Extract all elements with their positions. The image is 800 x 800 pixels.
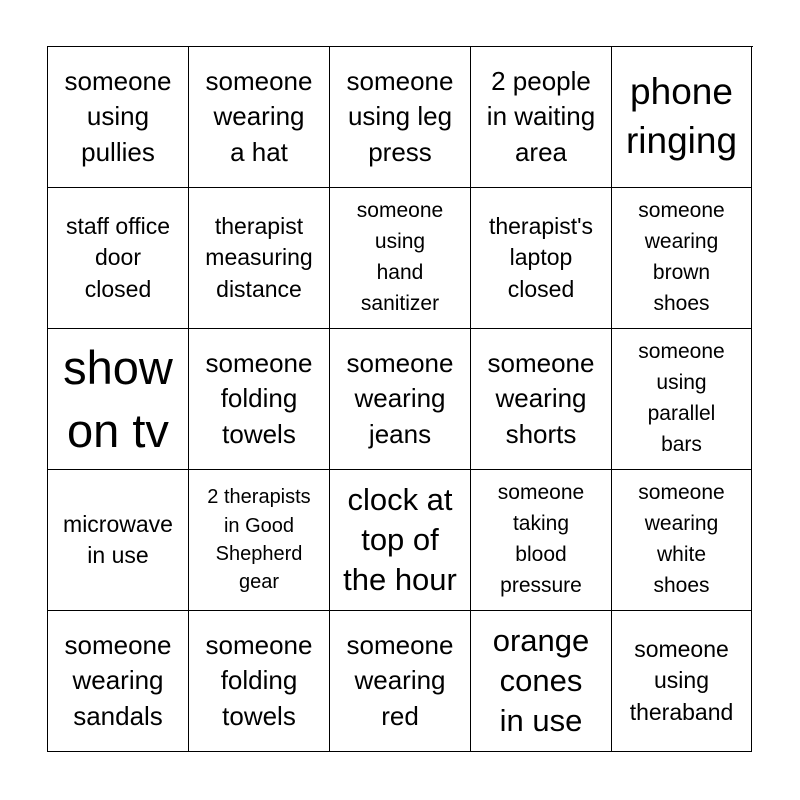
cell-text: someone taking blood pressure (497, 481, 585, 597)
cell-text: someone using hand sanitizer (356, 199, 444, 315)
cell-text: someone wearing brown shoes (638, 199, 725, 315)
bingo-cell-r4c1[interactable] (48, 470, 189, 611)
bingo-cell-r3c1[interactable] (48, 329, 189, 470)
bingo-cell-r5c5[interactable] (612, 611, 752, 752)
bingo-cell-r1c3[interactable] (330, 47, 471, 188)
cell-text: orange cones in use (492, 622, 590, 739)
bingo-cell-r3c2[interactable] (189, 329, 330, 470)
cell-text: someone wearing sandals (64, 630, 172, 731)
bingo-row (48, 470, 753, 611)
bingo-cell-r5c2[interactable] (189, 611, 330, 752)
cell-text: someone wearing a hat (205, 66, 313, 167)
cell-text: microwave in use (63, 510, 173, 568)
cell-text: someone using theraband (629, 636, 734, 725)
bingo-cell-r1c4[interactable] (471, 47, 612, 188)
cell-text: someone folding towels (205, 630, 313, 731)
cell-text: clock at top of the hour (343, 481, 457, 598)
cell-text: phone ringing (625, 71, 738, 161)
cell-text: show on tv (63, 340, 173, 457)
bingo-cell-r5c4[interactable] (471, 611, 612, 752)
cell-text: someone wearing shorts (487, 348, 595, 449)
bingo-cell-r2c4[interactable] (471, 188, 612, 329)
bingo-cell-r2c3[interactable] (330, 188, 471, 329)
bingo-cell-r1c5[interactable] (612, 47, 752, 188)
cell-text: therapist measuring distance (205, 213, 313, 302)
bingo-cell-r4c2[interactable] (189, 470, 330, 611)
bingo-cell-r3c3[interactable] (330, 329, 471, 470)
bingo-cell-r2c5[interactable] (612, 188, 752, 329)
cell-text: someone using parallel bars (638, 340, 725, 456)
bingo-row (48, 611, 753, 752)
bingo-cell-r2c1[interactable] (48, 188, 189, 329)
bingo-cell-r3c4[interactable] (471, 329, 612, 470)
cell-text: someone using pullies (64, 66, 172, 167)
cell-text: someone wearing red (346, 630, 454, 731)
cell-text: staff office door closed (66, 213, 170, 302)
cell-text: someone wearing jeans (346, 348, 454, 449)
bingo-row (48, 188, 753, 329)
bingo-board (47, 46, 753, 752)
cell-text: someone wearing white shoes (638, 481, 725, 597)
bingo-row (48, 329, 753, 470)
bingo-cell-r4c5[interactable] (612, 470, 752, 611)
cell-text: 2 people in waiting area (486, 66, 596, 167)
bingo-cell-r1c1[interactable] (48, 47, 189, 188)
bingo-cell-r3c5[interactable] (612, 329, 752, 470)
cell-text: someone using leg press (346, 66, 454, 167)
bingo-row (48, 47, 753, 188)
bingo-cell-r4c4[interactable] (471, 470, 612, 611)
bingo-cell-r2c2[interactable] (189, 188, 330, 329)
cell-text: someone folding towels (205, 348, 313, 449)
bingo-cell-r1c2[interactable] (189, 47, 330, 188)
bingo-cell-r4c3[interactable] (330, 470, 471, 611)
bingo-cell-r5c1[interactable] (48, 611, 189, 752)
bingo-cell-r5c3[interactable] (330, 611, 471, 752)
cell-text: 2 therapists in Good Shepherd gear (207, 486, 311, 594)
cell-text: therapist's laptop closed (488, 213, 594, 302)
